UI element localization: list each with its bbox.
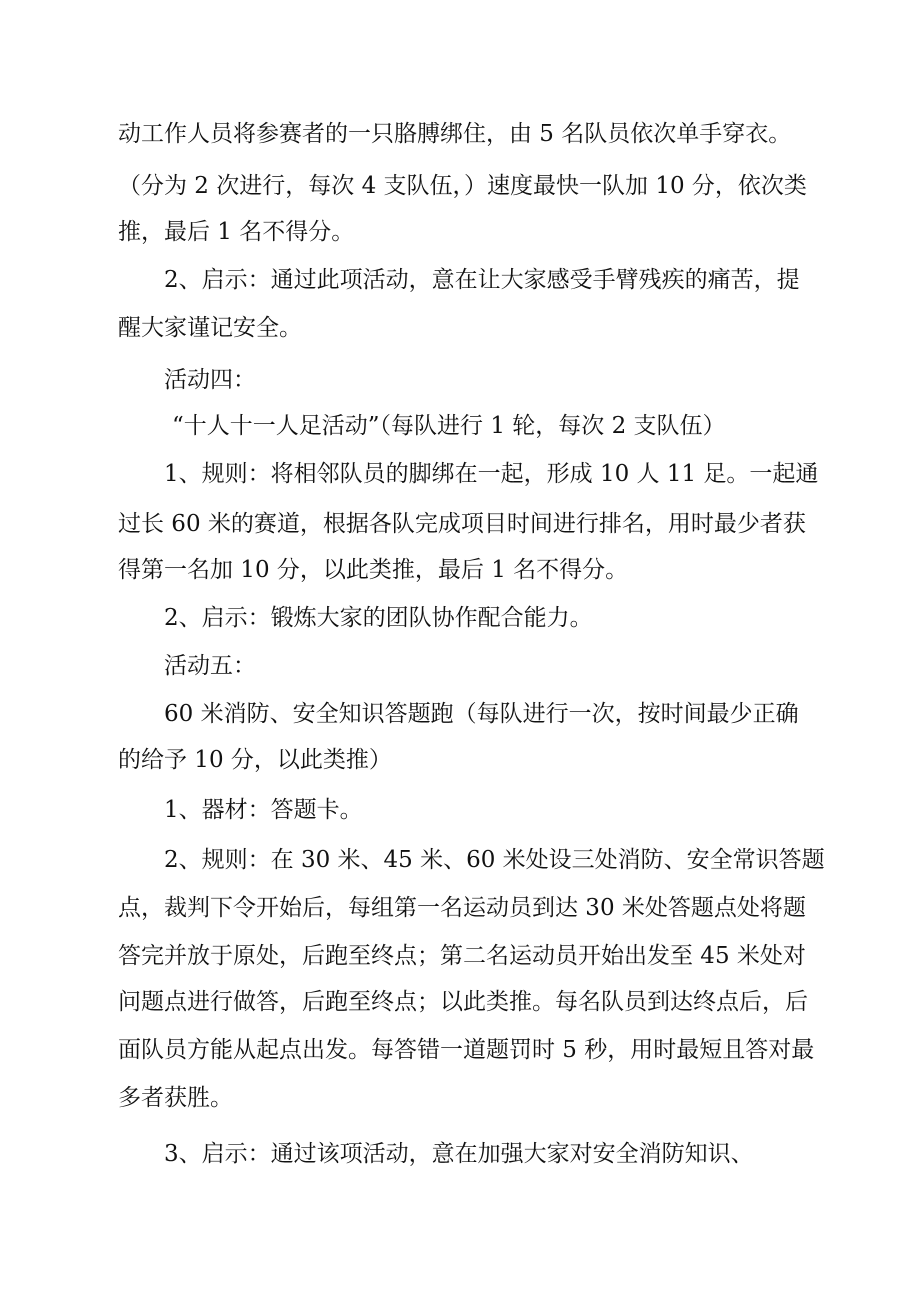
section-heading-activity-4: 活动四： [164, 367, 256, 393]
text-line-9: 过长 60 米的赛道，根据各队完成项目时间进行排名，用时最少者获 [118, 511, 806, 537]
text-line-16: 2、规则：在 30 米、45 米、60 米处设三处消防、安全常识答题 [164, 847, 825, 873]
text-line-3: 推，最后 1 名不得分。 [118, 219, 355, 245]
text-line-18: 答完并放于原处，后跑至终点；第二名运动员开始出发至 45 米处对 [118, 943, 806, 969]
text-line-2: （分为 2 次进行，每次 4 支队伍，）速度最快一队加 10 分，依次类 [118, 173, 807, 199]
text-line-5: 醒大家谨记安全。 [118, 315, 302, 341]
text-line-8: 1、规则：将相邻队员的脚绑在一起，形成 10 人 11 足。一起通 [164, 461, 819, 487]
text-line-15: 1、器材：答题卡。 [164, 797, 363, 823]
text-line-21: 多者获胜。 [118, 1085, 233, 1111]
activity-5-title: 60 米消防、安全知识答题跑（每队进行一次，按时间最少正确 [164, 701, 799, 727]
section-heading-activity-5: 活动五： [164, 653, 256, 679]
text-line-14: 的给予 10 分，以此类推） [118, 747, 392, 773]
activity-4-title: “十人十一人足活动”（每队进行 1 轮，每次 2 支队伍） [172, 413, 726, 439]
text-line-11: 2、启示：锻炼大家的团队协作配合能力。 [164, 605, 593, 631]
text-line-22: 3、启示：通过该项活动，意在加强大家对安全消防知识、 [164, 1141, 754, 1167]
text-line-4: 2、启示：通过此项活动，意在让大家感受手臂残疾的痛苦，提 [164, 267, 800, 293]
text-line-17: 点，裁判下令开始后，每组第一名运动员到达 30 米处答题点处将题 [118, 895, 806, 921]
text-line-20: 面队员方能从起点出发。每答错一道题罚时 5 秒，用时最短且答对最 [118, 1037, 815, 1063]
text-line-10: 得第一名加 10 分，以此类推，最后 1 名不得分。 [118, 557, 629, 583]
text-line-19: 问题点进行做答，后跑至终点；以此类推。每名队员到达终点后，后 [118, 989, 808, 1015]
text-line-1: 动工作人员将参赛者的一只胳膊绑住，由 5 名队员依次单手穿衣。 [118, 121, 792, 147]
